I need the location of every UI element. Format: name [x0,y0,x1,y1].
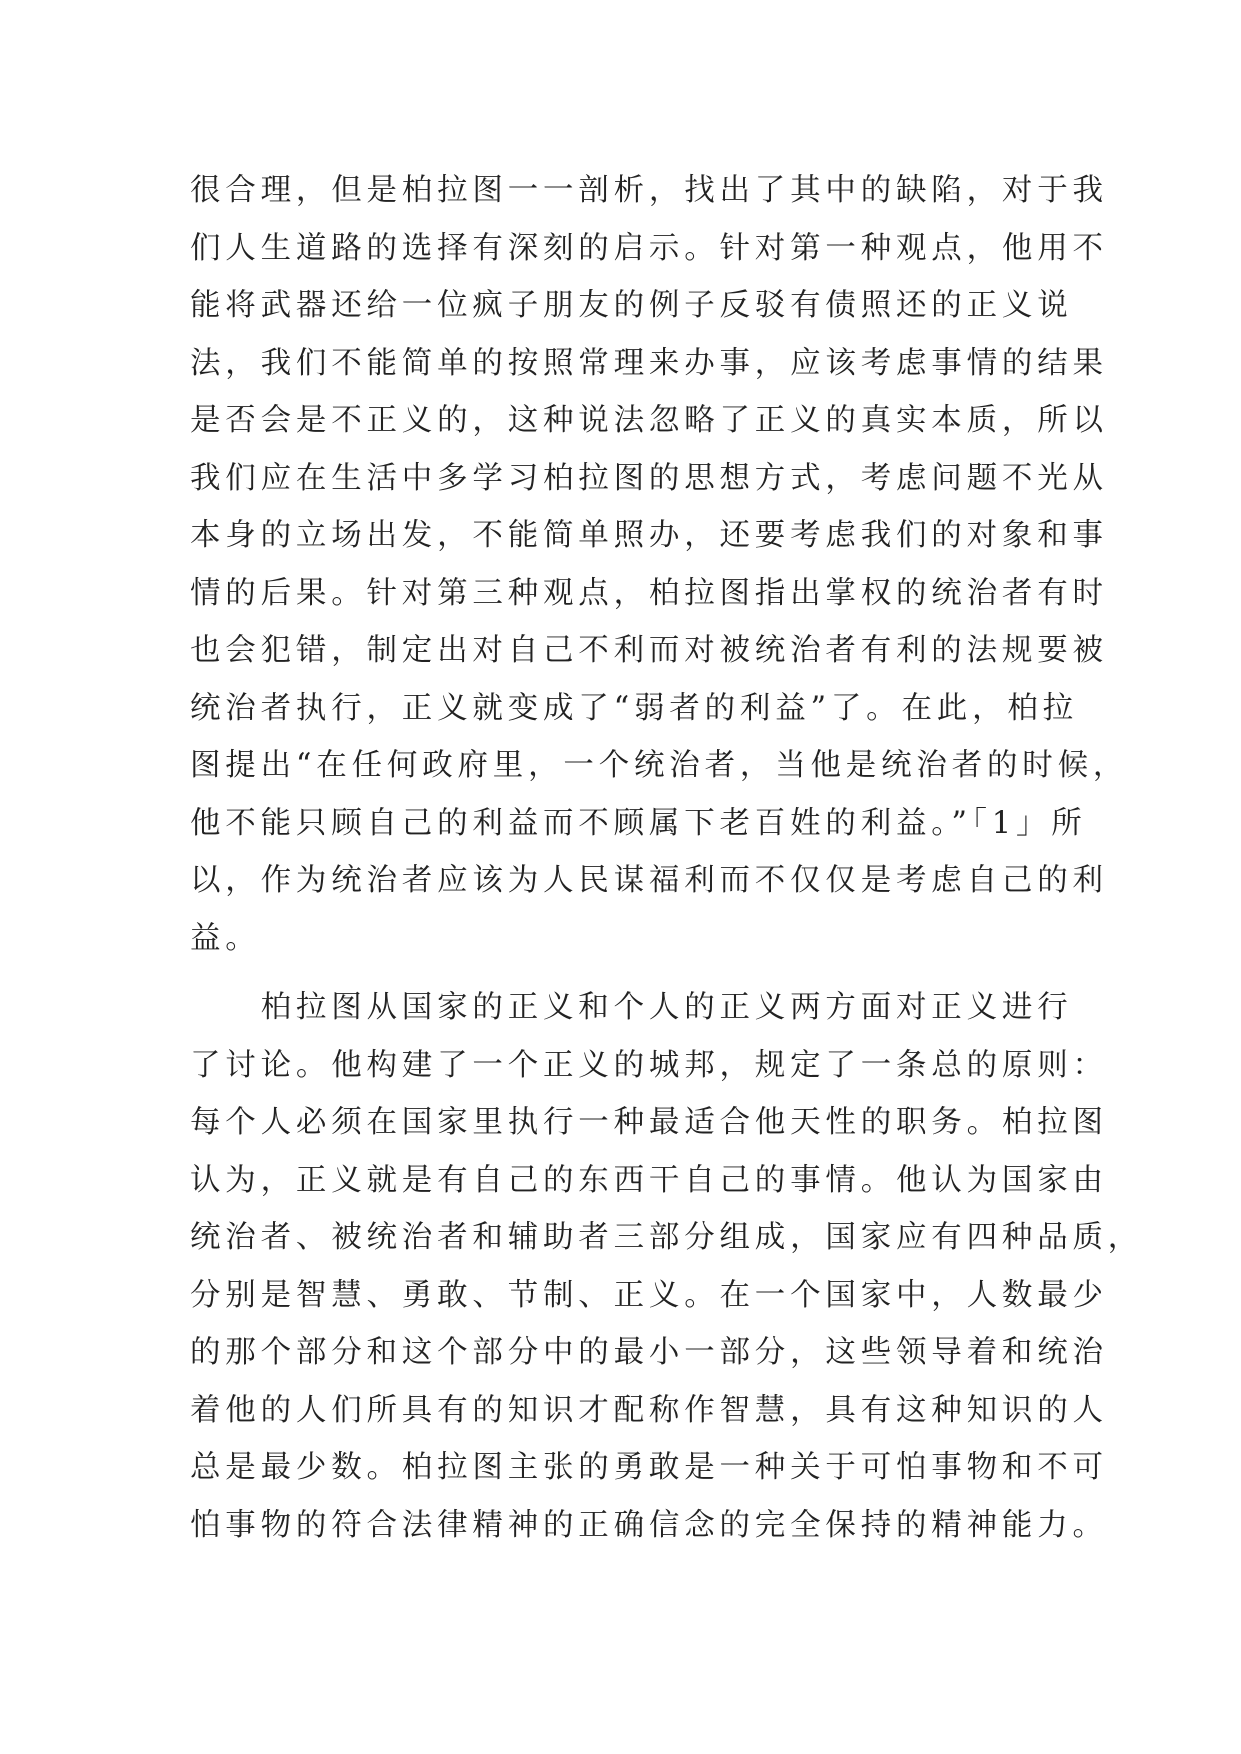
text-line: 了讨论。他构建了一个正义的城邦，规定了一条总的原则： [190,1047,1108,1083]
text-line: 是否会是不正义的，这种说法忽略了正义的真实本质，所以 [190,403,1108,438]
text-line: 益。 [190,920,261,956]
text-line: 每个人必须在国家里执行一种最适合他天性的职务。柏拉图 [190,1105,1108,1140]
text-line: 情的后果。针对第三种观点，柏拉图指出掌权的统治者有时 [190,575,1108,611]
text-line: 们人生道路的选择有深刻的启示。针对第一种观点，他用不 [190,230,1108,266]
text-line: 柏拉图从国家的正义和个人的正义两方面对正义进行 [190,990,1073,1025]
text-line: 认为，正义就是有自己的东西干自己的事情。他认为国家由 [190,1162,1108,1198]
text-line: 也会犯错，制定出对自己不利而对被统治者有利的法规要被 [190,633,1108,668]
body-text [190,162,1144,1554]
text-line: 总是最少数。柏拉图主张的勇敢是一种关于可怕事物和不可 [190,1450,1108,1485]
text-line: 以，作为统治者应该为人民谋福利而不仅仅是考虑自己的利 [190,863,1108,898]
text-line: 分别是智慧、勇敢、节制、正义。在一个国家中，人数最少 [190,1277,1108,1313]
text-line: 我们应在生活中多学习柏拉图的思想方式，考虑问题不光从 [190,460,1108,496]
text-line: 他不能只顾自己的利益而不顾属下老百姓的利益。”「1」所 [190,805,1087,841]
text-line: 统治者执行，正义就变成了“弱者的利益”了。在此，柏拉 [190,690,1078,726]
paragraph-spacing [190,967,1080,979]
text-line: 统治者、被统治者和辅助者三部分组成，国家应有四种品质， [190,1220,1144,1255]
text-line: 图提出“在任何政府里，一个统治者，当他是统治者的时候， [190,748,1129,783]
paragraph-2 [190,979,1144,1554]
text-line: 怕事物的符合法律精神的正确信念的完全保持的精神能力。 [190,1507,1108,1543]
text-line: 能将武器还给一位疯子朋友的例子反驳有债照还的正义说 [190,288,1073,323]
text-line: 法，我们不能简单的按照常理来办事，应该考虑事情的结果 [190,345,1108,381]
text-line: 本身的立场出发，不能简单照办，还要考虑我们的对象和事 [190,518,1108,553]
text-line: 着他的人们所具有的知识才配称作智慧，具有这种知识的人 [190,1392,1108,1428]
paragraph-1 [190,162,1129,967]
text-line: 很合理，但是柏拉图一一剖析，找出了其中的缺陷，对于我 [190,173,1108,208]
text-line: 的那个部分和这个部分中的最小一部分，这些领导着和统治 [190,1335,1108,1370]
